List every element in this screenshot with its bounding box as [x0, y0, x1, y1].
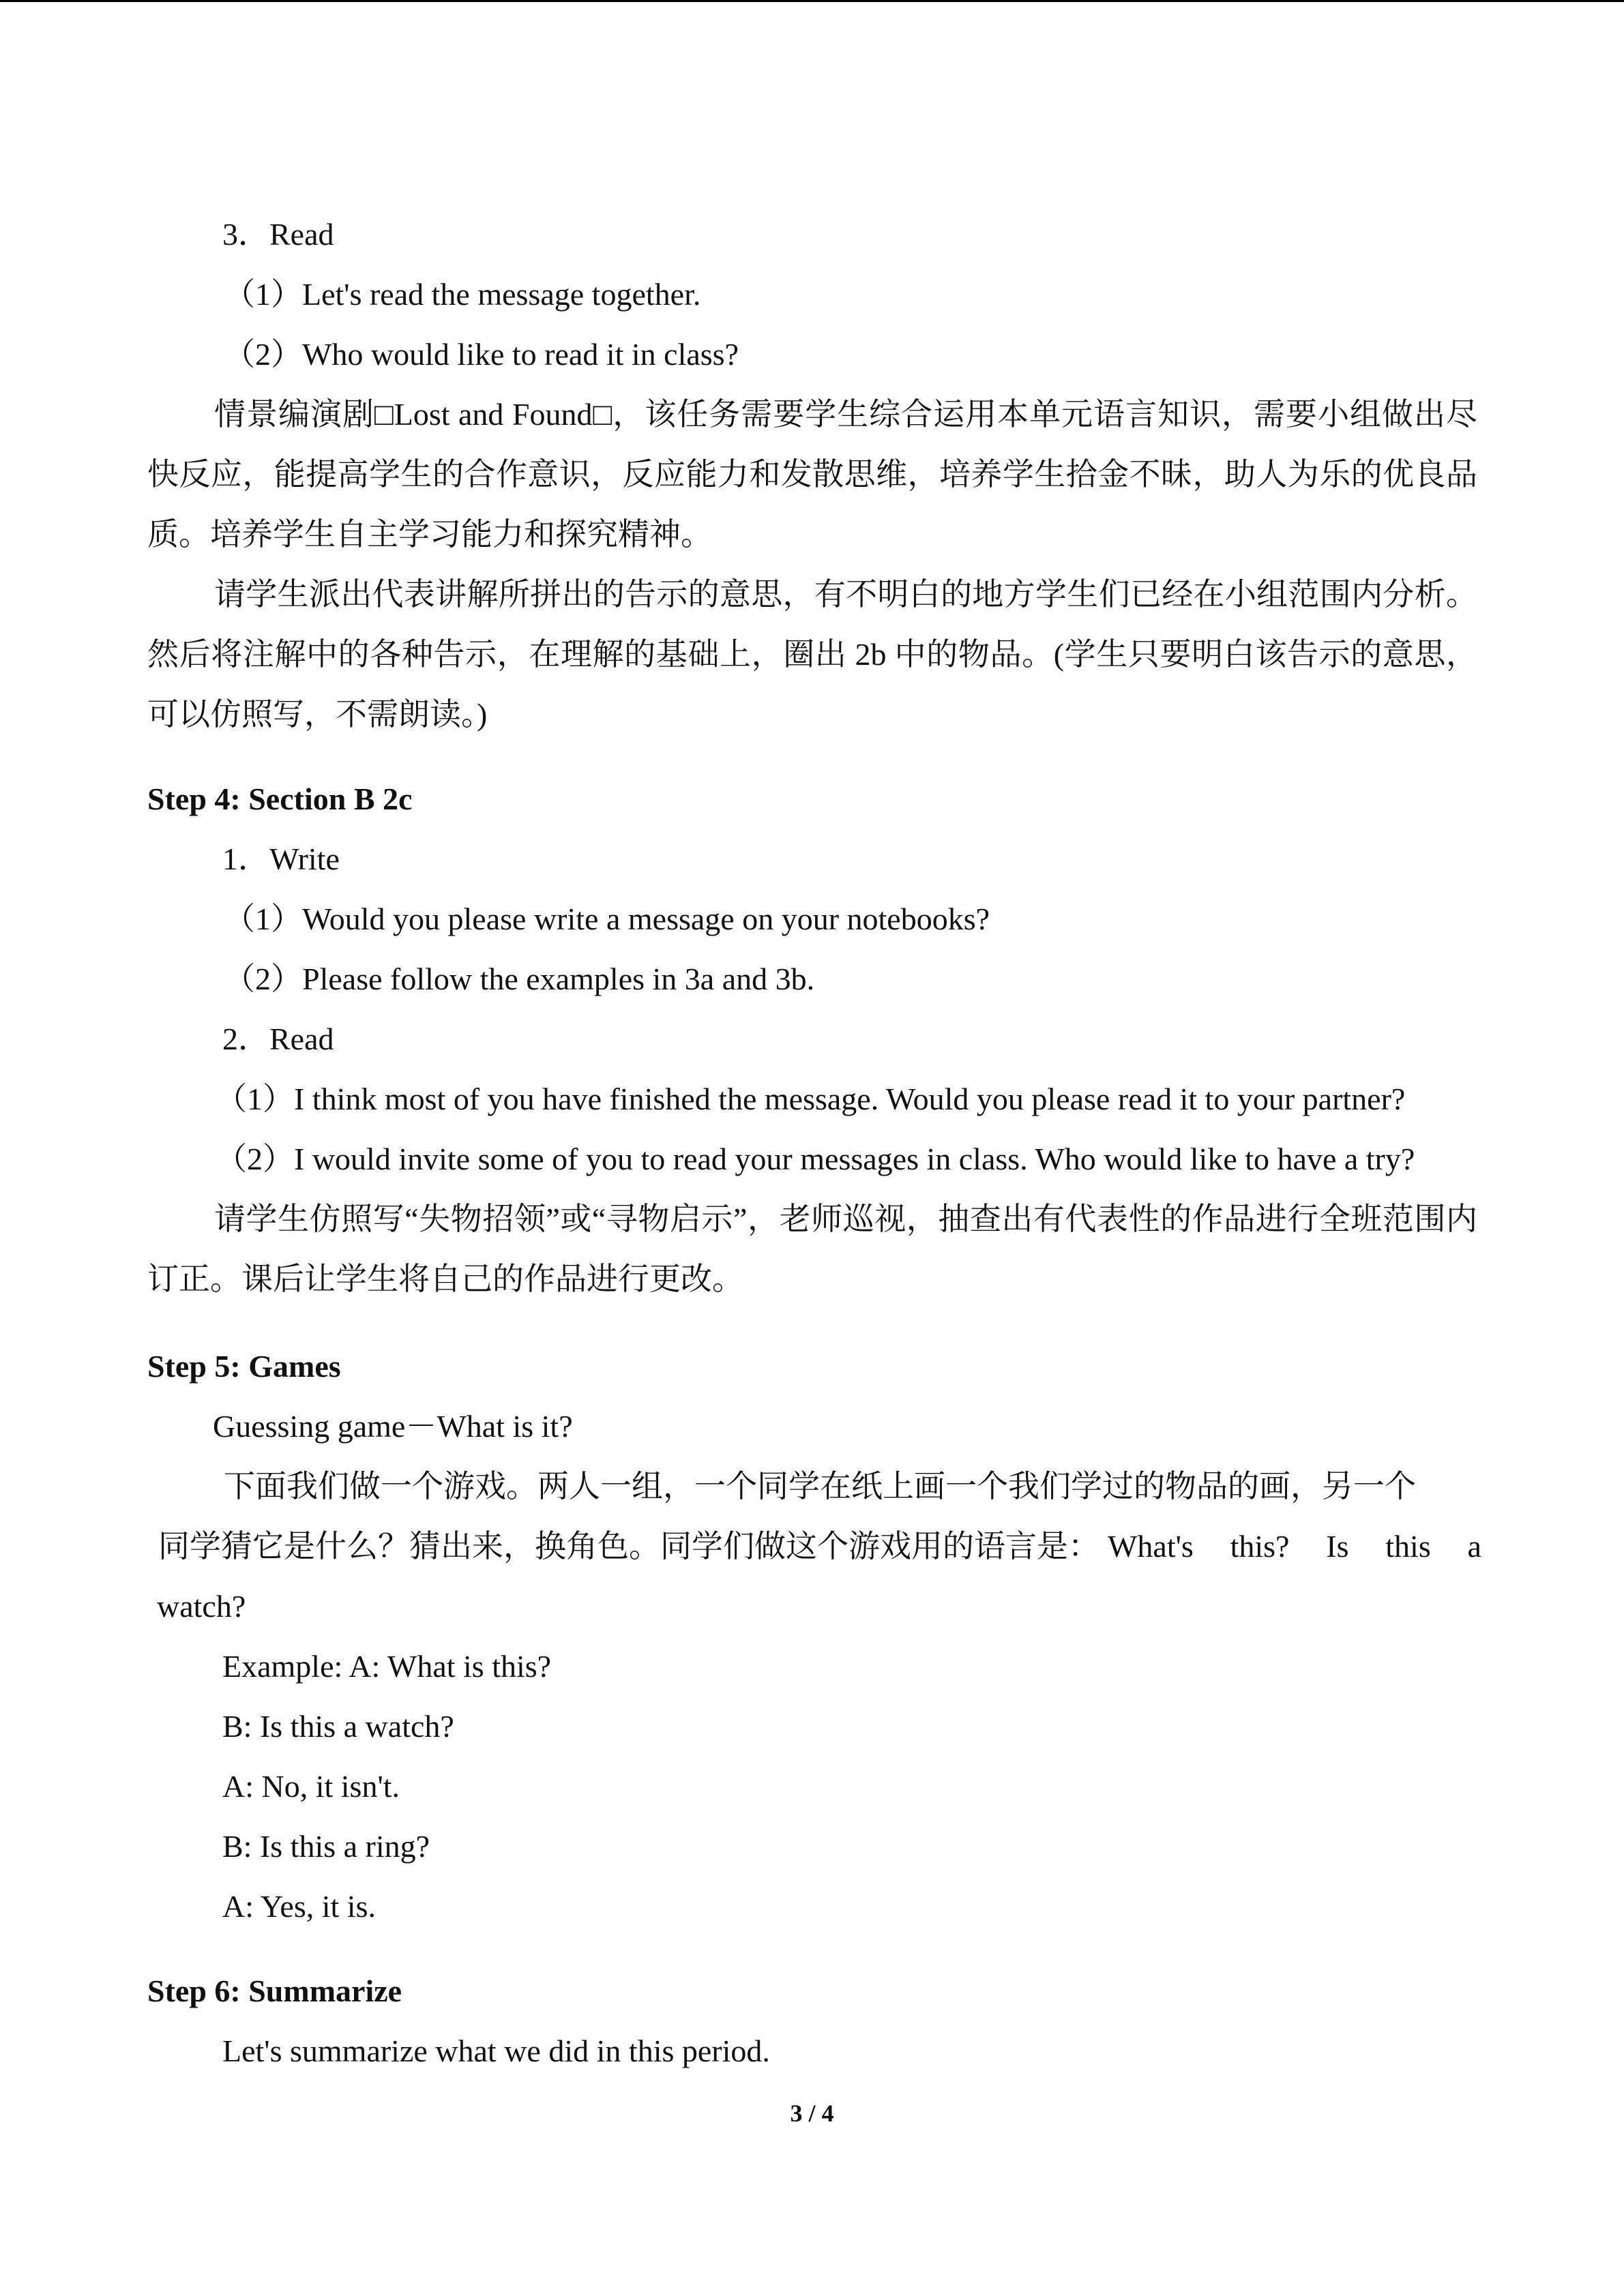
- top-border-rule: [0, 0, 1624, 2]
- game-para-line-2: [147, 1517, 1481, 1577]
- step5-heading: Step 5: Games: [147, 1349, 341, 1384]
- step4-heading: Step 4: Section B 2c: [147, 781, 413, 816]
- paragraph-lost-and-found: 情景编演剧□Lost and Found□，该任务需要学生综合运用本单元语言知识，需要小组做出尽快反应，能提高学生的合作意识，反应能力和发散思维，培养学生拾金不昧，助人为乐的优良品质。培养学生自主学习能力和探究精神。: [147, 397, 1477, 552]
- word-this: this: [1385, 1529, 1431, 1564]
- game-para-line-3: watch?: [157, 1589, 246, 1624]
- word-a: a: [1467, 1529, 1481, 1564]
- example-line-3: A: No, it isn't.: [222, 1769, 400, 1804]
- guessing-game-title: Guessing game－What is it?: [213, 1409, 573, 1444]
- game-para-line-2-cn: 同学猜它是什么？猜出来，换角色。同学们做这个游戏用的语言是：: [158, 1529, 1099, 1564]
- word-whats: What's: [1108, 1529, 1194, 1564]
- step6-heading: Step 6: Summarize: [147, 1973, 402, 2008]
- example-line-5: A: Yes, it is.: [222, 1889, 376, 1924]
- document-page: [147, 205, 1481, 2081]
- example-line-4: B: Is this a ring?: [222, 1829, 430, 1864]
- write-title: 1．Write: [222, 841, 340, 876]
- page-number: 3 / 4: [790, 2100, 834, 2127]
- read-item-3: （1）I think most of you have finished the message. Would you please read it to your partner?: [216, 1082, 1406, 1116]
- write-item-2: （2）Please follow the examples in 3a and 3b.: [224, 961, 815, 996]
- read-item-1: （1）Let's read the message together.: [224, 277, 701, 312]
- summarize-line: Let's summarize what we did in this period.: [222, 2033, 770, 2068]
- read-item-2: （2）Who would like to read it in class?: [224, 337, 739, 372]
- read-item-4: （2）I would invite some of you to read your messages in class. Who would like to have a try?: [216, 1142, 1415, 1176]
- read-title-2: 2．Read: [222, 1022, 334, 1056]
- example-line-1: Example: A: What is this?: [222, 1649, 552, 1684]
- write-item-1: （1）Would you please write a message on your notebooks?: [224, 901, 990, 936]
- paragraph-notice-explain: 请学生派出代表讲解所拼出的告示的意思，有不明白的地方学生们已经在小组范围内分析。然后将注解中的各种告示，在理解的基础上，圈出 2b 中的物品。(学生只要明白该告示的意思，可以仿照写，不需朗读。): [147, 577, 1477, 732]
- word-is: Is: [1326, 1529, 1349, 1564]
- game-para-line-2-words: [1099, 1517, 1481, 1577]
- word-this-q: this?: [1230, 1529, 1290, 1564]
- game-para-line-1: 下面我们做一个游戏。两人一组，一个同学在纸上画一个我们学过的物品的画，另一个: [224, 1469, 1416, 1504]
- read-title: 3．Read: [222, 217, 334, 252]
- example-line-2: B: Is this a watch?: [222, 1709, 454, 1744]
- paragraph-imitate-write: 请学生仿照写“失物招领”或“寻物启示”，老师巡视，抽查出有代表性的作品进行全班范围内订正。课后让学生将自己的作品进行更改。: [147, 1202, 1477, 1296]
